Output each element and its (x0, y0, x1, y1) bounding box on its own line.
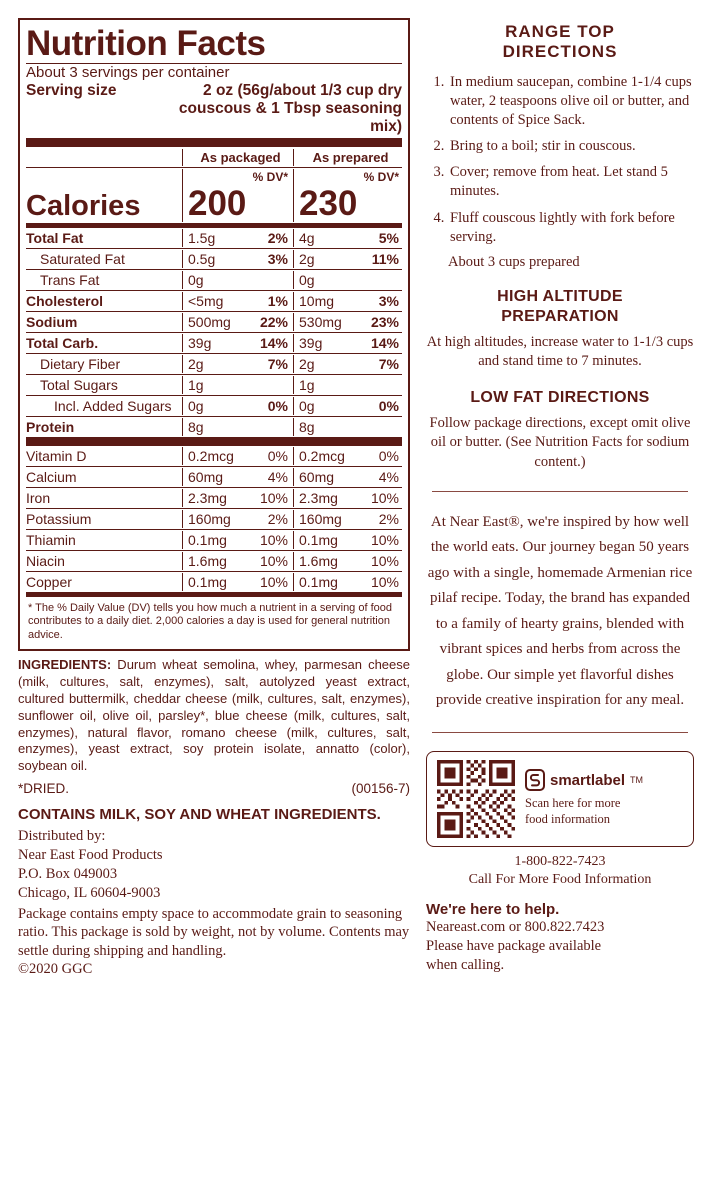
row-packaged-amount: 1.5g (183, 229, 245, 247)
distributed-by-label: Distributed by: (18, 828, 106, 845)
row-prepared-dv: 10% (370, 531, 399, 548)
allergen-statement: CONTAINS MILK, SOY AND WHEAT INGREDIENTS. (18, 806, 381, 824)
row-packaged-dv: 0% (267, 447, 288, 464)
row-packaged-dv (244, 418, 294, 436)
row-packaged-amount: 0.1mg (183, 531, 245, 549)
row-packaged-amount: 1g (183, 376, 245, 394)
calories-as-prepared: 230 (294, 185, 403, 222)
row-prepared-dv: 0% (378, 447, 399, 464)
recipe-yield: About 3 cups prepared (448, 253, 580, 270)
range-top-directions-title (426, 22, 694, 63)
ingredients-text: Durum wheat semolina, whey, parmesan cheese (milk, cultures, salt, enzymes), salt, autolyzed yeast extract, cultured buttermilk, cheddar cheese (milk, cultures, salt, enzymes), sunflower oil, olive oil, parsley*, blue cheese (milk, cultures, salt, enzymes), natural flavor, romano cheese (milk, cultures, salt, enzymes), yeast extract, soy protein isolate, annatto (color), soybean oil. (18, 656, 410, 774)
table-row (26, 531, 402, 549)
servings-per-container: About 3 servings per container (26, 64, 230, 81)
qr-code-icon[interactable] (437, 760, 515, 838)
help-heading: We're here to help. (426, 900, 560, 918)
row-prepared-amount: 160mg (294, 510, 356, 528)
header-as-packaged: As packaged (183, 149, 294, 166)
smartlabel-tag-icon (525, 769, 545, 791)
serving-size-value-line1: 2 oz (56g/about 1/3 cup dry (203, 82, 402, 100)
row-prepared-dv: 23% (370, 313, 399, 330)
directions-list (426, 73, 694, 247)
row-name: Iron (26, 489, 51, 506)
row-name: Sodium (26, 313, 78, 330)
row-packaged-amount: 8g (183, 418, 245, 436)
consumer-phone-block (426, 853, 694, 889)
row-packaged-dv: 0% (267, 397, 288, 414)
nutrition-table (26, 149, 402, 598)
smartlabel-trademark: TM (630, 775, 644, 786)
serving-size-value-line2: couscous & 1 Tbsp seasoning mix) (178, 100, 402, 135)
distributor-name: Near East Food Products (18, 847, 163, 864)
table-row (26, 250, 402, 268)
row-name: Total Sugars (40, 376, 118, 393)
row-prepared-dv: 7% (378, 355, 399, 372)
row-packaged-dv: 3% (267, 250, 288, 267)
row-prepared-dv: 2% (378, 510, 399, 527)
nutrition-facts-panel (18, 18, 410, 651)
row-name: Protein (26, 418, 75, 435)
calories-as-packaged: 200 (183, 185, 294, 222)
row-prepared-dv (355, 271, 402, 289)
row-prepared-dv (355, 418, 402, 436)
row-packaged-amount: 0.5g (183, 250, 245, 268)
smartlabel-box[interactable] (426, 751, 694, 847)
row-packaged-amount: 0.1mg (183, 573, 245, 591)
dv-head-prepared: % DV* (363, 169, 399, 184)
row-prepared-amount: 39g (294, 334, 356, 352)
right-column (426, 18, 694, 979)
ingredients-label: INGREDIENTS: (18, 656, 112, 672)
row-prepared-amount: 2.3mg (294, 489, 356, 507)
row-packaged-dv: 14% (259, 334, 288, 351)
help-line-2: Please have package available (426, 937, 602, 954)
row-prepared-amount: 530mg (294, 313, 356, 331)
row-packaged-amount: 2.3mg (183, 489, 245, 507)
row-packaged-amount: <5mg (183, 292, 245, 310)
row-packaged-dv: 4% (267, 468, 288, 485)
range-top-title-line2: DIRECTIONS (502, 42, 618, 62)
row-packaged-amount: 500mg (183, 313, 245, 331)
distributor-po-box: P.O. Box 049003 (18, 865, 118, 882)
serving-size-row (26, 82, 402, 135)
row-prepared-dv (355, 376, 402, 394)
row-prepared-amount: 1.6mg (294, 552, 356, 570)
row-prepared-dv: 5% (378, 229, 399, 246)
row-packaged-dv (244, 376, 294, 394)
smartlabel-subtext-line2: food information (525, 812, 611, 827)
low-fat-title: LOW FAT DIRECTIONS (470, 388, 650, 406)
table-row (26, 447, 402, 465)
row-name: Dietary Fiber (40, 355, 121, 372)
dv-header-row (26, 169, 402, 185)
row-name: Trans Fat (40, 271, 100, 288)
row-prepared-amount: 8g (294, 418, 356, 436)
header-as-prepared: As prepared (294, 149, 403, 166)
row-packaged-dv: 10% (259, 573, 288, 590)
high-altitude-text: At high altitudes, increase water to 1-1/3 cups and stand time to 7 minutes. (426, 333, 694, 370)
smartlabel-subtext-line1: Scan here for more (525, 796, 621, 811)
row-packaged-dv: 7% (267, 355, 288, 372)
row-packaged-amount: 0g (183, 271, 245, 289)
dried-note: *DRIED. (18, 781, 70, 797)
row-prepared-amount: 1g (294, 376, 356, 394)
package-legal-text (18, 905, 410, 979)
table-row (26, 271, 402, 289)
table-row (26, 489, 402, 507)
divider-top (432, 491, 688, 492)
row-packaged-dv: 10% (259, 552, 288, 569)
row-name: Total Carb. (26, 334, 99, 351)
row-prepared-amount: 0g (294, 397, 356, 415)
help-line-3: when calling. (426, 956, 505, 973)
row-prepared-dv: 4% (378, 468, 399, 485)
row-prepared-amount: 4g (294, 229, 356, 247)
row-prepared-amount: 0.1mg (294, 573, 356, 591)
range-top-title-line1: RANGE TOP (505, 22, 615, 41)
copyright-line: ©2020 GGC (18, 961, 93, 978)
row-name: Potassium (26, 510, 92, 527)
calories-label: Calories (26, 189, 141, 222)
legal-paragraph: Package contains empty space to accommodate grain to seasoning ratio. This package is sold by weight, not by volume. Contents may settle during shipping and handling. (18, 905, 410, 959)
help-line-1[interactable]: Neareast.com or 800.822.7423 (426, 918, 605, 935)
table-row (26, 510, 402, 528)
table-row (26, 376, 402, 394)
row-packaged-dv: 10% (259, 531, 288, 548)
row-prepared-dv: 0% (378, 397, 399, 414)
table-row (26, 418, 402, 436)
row-prepared-amount: 0.2mcg (294, 447, 356, 465)
distributor-block (18, 827, 410, 902)
row-name: Saturated Fat (40, 250, 125, 267)
row-packaged-dv: 10% (259, 489, 288, 506)
column-header-row (26, 149, 402, 166)
row-packaged-amount: 0g (183, 397, 245, 415)
row-name: Copper (26, 573, 72, 590)
serving-size-label: Serving size (26, 82, 117, 100)
left-column (18, 18, 410, 979)
row-packaged-amount: 0.2mcg (183, 447, 245, 465)
ingredients-paragraph (18, 657, 410, 775)
row-name: Calcium (26, 468, 77, 485)
row-prepared-dv: 3% (378, 292, 399, 309)
direction-step: 2. Bring to a boil; stir in couscous. (448, 137, 694, 156)
brand-story-text: At Near East®, we're inspired by how well the world eats. Our journey began 50 years ago with a single, homemade Armenian rice pilaf recipe. Today, the brand has expanded to a family of hearty grains, blended with vibrant spices and herbs from across the globe. Our simple yet flavorful dishes provide creative inspiration for any meal. (427, 513, 693, 709)
row-prepared-amount: 2g (294, 250, 356, 268)
row-packaged-dv (244, 271, 294, 289)
row-name: Niacin (26, 552, 65, 569)
distributor-city-state-zip: Chicago, IL 60604-9003 (18, 884, 161, 901)
row-prepared-amount: 0.1mg (294, 531, 356, 549)
direction-step: 3. Cover; remove from heat. Let stand 5 minutes. (448, 163, 694, 201)
row-prepared-dv: 11% (371, 250, 399, 267)
row-prepared-dv: 14% (370, 334, 399, 351)
serving-size-value (172, 82, 402, 135)
row-packaged-amount: 39g (183, 334, 245, 352)
row-name: Cholesterol (26, 292, 104, 309)
row-packaged-amount: 2g (183, 355, 245, 373)
row-packaged-amount: 1.6mg (183, 552, 245, 570)
direction-step: 4. Fluff couscous lightly with fork before serving. (448, 209, 694, 247)
table-row (26, 468, 402, 486)
row-prepared-amount: 0g (294, 271, 356, 289)
low-fat-text: Follow package directions, except omit olive oil or butter. (See Nutrition Facts for sodium content.) (429, 414, 691, 471)
table-row (26, 229, 402, 247)
table-row (26, 334, 402, 352)
row-prepared-amount: 2g (294, 355, 356, 373)
table-row (26, 397, 402, 415)
dried-and-code-row (18, 781, 410, 796)
table-row (26, 292, 402, 310)
row-packaged-dv: 2% (267, 229, 288, 246)
row-packaged-amount: 60mg (183, 468, 245, 486)
row-name: Incl. Added Sugars (54, 397, 172, 414)
high-altitude-title-line2: PREPARATION (501, 307, 619, 325)
calories-row (26, 185, 402, 222)
smartlabel-subtext (525, 796, 683, 827)
row-packaged-amount: 160mg (183, 510, 245, 528)
table-row (26, 552, 402, 570)
smartlabel-text-block (525, 769, 683, 827)
dv-head-packaged: % DV* (252, 169, 288, 184)
row-name: Vitamin D (26, 447, 87, 464)
row-packaged-dv: 22% (259, 313, 288, 330)
smartlabel-brand-text: smartlabel (550, 771, 626, 789)
row-packaged-dv: 2% (267, 510, 288, 527)
row-name: Thiamin (26, 531, 76, 548)
high-altitude-title (426, 287, 694, 327)
help-text (426, 918, 694, 975)
table-row (26, 355, 402, 373)
direction-step: 1. In medium saucepan, combine 1-1/4 cups water, 2 teaspoons olive oil or butter, and contents of Spice Sack. (448, 73, 694, 130)
high-altitude-title-line1: HIGH ALTITUDE (497, 287, 623, 305)
table-row (26, 573, 402, 591)
row-name: Total Fat (26, 229, 84, 246)
smartlabel-brand (525, 769, 683, 791)
row-packaged-dv: 1% (267, 292, 288, 309)
package-code: (00156-7) (351, 781, 410, 797)
nutrition-facts-title: Nutrition Facts (26, 24, 266, 63)
row-prepared-amount: 60mg (294, 468, 356, 486)
daily-value-footnote: * The % Daily Value (DV) tells you how much a nutrient in a serving of food contributes to a daily diet. 2,000 calories a day is used for general nutrition advice. (28, 601, 392, 642)
consumer-phone-caption: Call For More Food Information (468, 871, 652, 887)
row-prepared-dv: 10% (370, 489, 399, 506)
table-row (26, 313, 402, 331)
row-prepared-dv: 10% (370, 552, 399, 569)
divider-bottom (432, 732, 688, 733)
row-prepared-amount: 10mg (294, 292, 356, 310)
consumer-phone-number[interactable]: 1-800-822-7423 (514, 853, 606, 869)
row-prepared-dv: 10% (370, 573, 399, 590)
